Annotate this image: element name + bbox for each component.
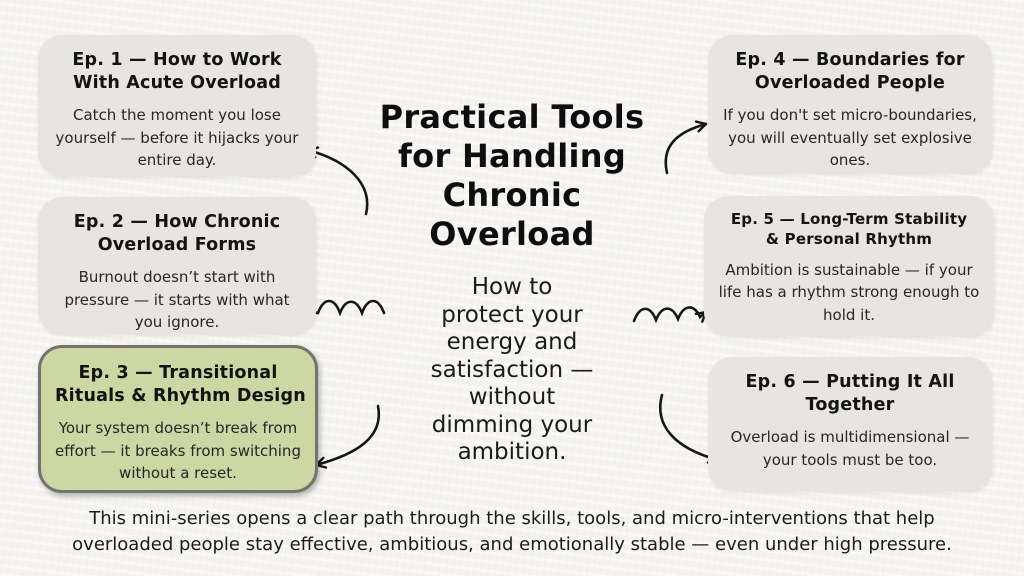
page-subtitle [337, 274, 687, 467]
card-ep3-title [55, 362, 306, 408]
page-subtitle-line3: energy and [446, 329, 578, 355]
card-ep3-title-line1: Ep. 3 — Transitional [78, 363, 278, 383]
page-subtitle-line5: without [468, 384, 556, 410]
card-ep1 [38, 35, 316, 176]
card-ep4-body: If you don't set micro-boundaries, you will eventually set explosive ones. [723, 106, 977, 170]
card-ep6-title-line1: Ep. 6 — Putting It All [745, 372, 955, 392]
card-ep2-title [52, 211, 302, 257]
card-ep4-title-line1: Ep. 4 — Boundaries for [735, 50, 965, 70]
card-ep5-title-line2: & Personal Rhythm [765, 229, 933, 248]
footer-caption-line2: overloaded people stay effective, ambitious, and emotionally stable — even under high pressure. [72, 534, 952, 555]
card-ep5 [704, 196, 994, 336]
card-ep1-title [52, 49, 302, 95]
card-ep4-title-line2: Overloaded People [754, 73, 946, 94]
card-ep6-title [722, 371, 978, 417]
page-title-line4: Overload [429, 215, 595, 253]
card-ep2-title-line1: Ep. 2 — How Chronic [73, 212, 281, 232]
page-title-line1: Practical Tools [379, 98, 645, 136]
card-ep5-title [718, 210, 980, 250]
page-title-line3: Chronic [442, 176, 582, 214]
card-ep6-body: Overload is multidimensional — your tools must be too. [730, 428, 970, 469]
page-subtitle-line1: How to [471, 274, 553, 300]
card-ep5-body: Ambition is sustainable — if your life has a rhythm strong enough to hold it. [718, 260, 980, 324]
card-ep2-title-line2: Overload Forms [97, 235, 257, 256]
page-subtitle-line4: satisfaction — [430, 356, 594, 383]
page-subtitle-line7: ambition. [457, 439, 567, 465]
card-ep5-title-line1: Ep. 5 — Long-Term Stability [730, 210, 968, 228]
card-ep1-title-line2: With Acute Overload [73, 73, 281, 94]
page-title [337, 98, 687, 254]
card-ep1-title-line1: Ep. 1 — How to Work [72, 50, 282, 70]
footer-caption [0, 506, 1024, 558]
card-ep4 [708, 35, 992, 173]
card-ep1-body: Catch the moment you lose yourself — before it hijacks your entire day. [55, 106, 299, 170]
card-ep2-body: Burnout doesn’t start with pressure — it starts with what you ignore. [64, 268, 290, 332]
footer-caption-line1: This mini-series opens a clear path through the skills, tools, and micro-interventions that help [89, 508, 935, 529]
card-ep2 [38, 197, 316, 334]
card-ep6 [708, 357, 992, 491]
card-ep4-title [722, 49, 978, 95]
card-ep3-highlighted [38, 345, 318, 493]
card-ep6-title-line2: Together [805, 395, 895, 416]
page-title-line2: for Handling [397, 137, 627, 175]
card-ep3-title-line2: Rituals & Rhythm Design [55, 386, 306, 407]
page-subtitle-line2: protect your [441, 301, 583, 328]
card-ep3-body: Your system doesn’t break from effort — it breaks from switching without a reset. [55, 419, 301, 483]
page-subtitle-line6: dimming your [431, 411, 593, 438]
